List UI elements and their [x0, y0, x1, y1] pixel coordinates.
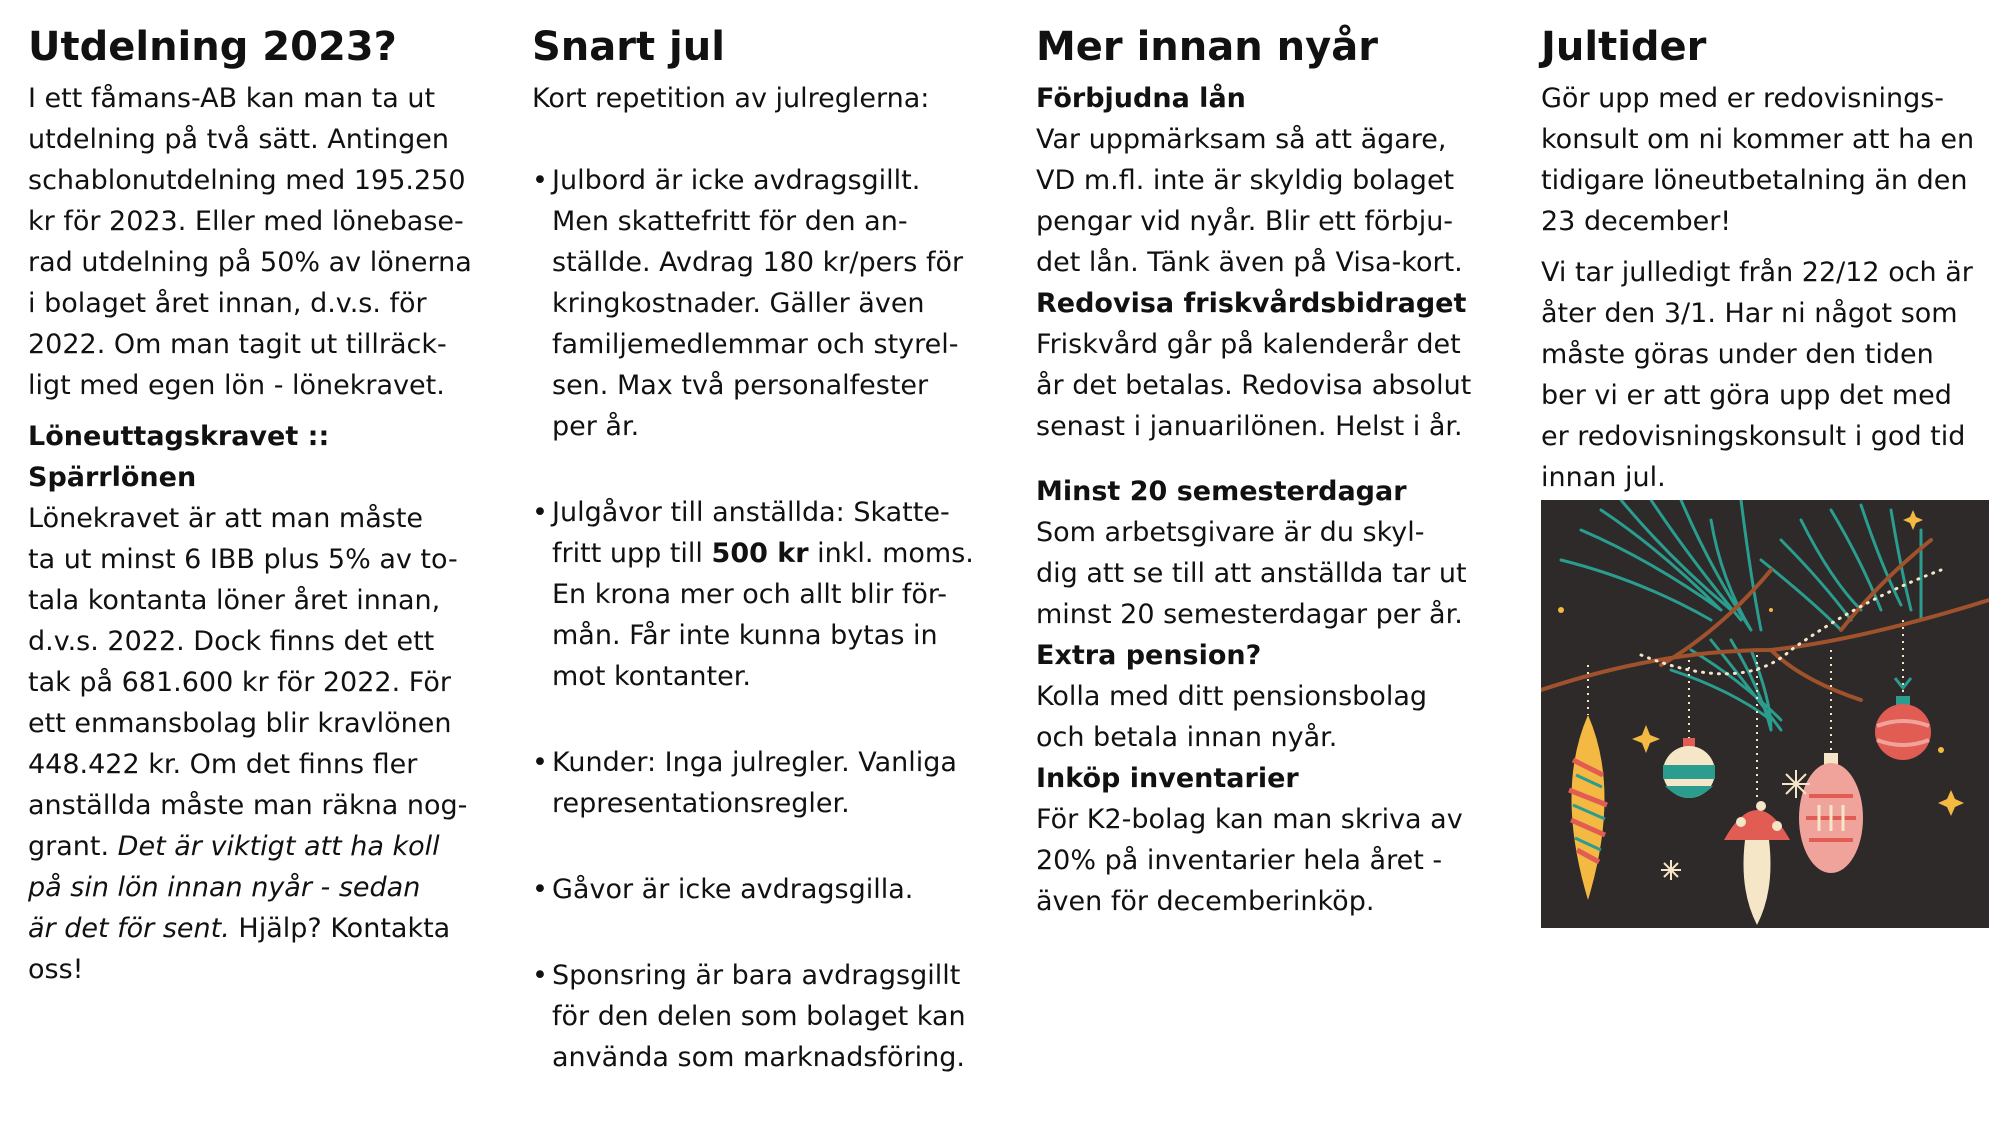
bullet-glyph: •: [532, 497, 548, 528]
list-item: [532, 955, 1002, 1078]
gift-limit-amount: 500 kr: [711, 538, 809, 569]
subheading-forbjudna-lan: Förbjudna lån: [1036, 83, 1246, 114]
bullet-glyph: •: [532, 165, 548, 196]
paragraph-julledigt: Vi tar julledigt från 22/12 och är åter den 3/1. Har ni något som måste göras under den tiden ber vi er att göra upp det med er redovisningskonsult i god tid innan jul.: [1541, 257, 1973, 493]
list-item-text: Gåvor är icke avdragsgilla.: [552, 874, 914, 905]
list-item: [532, 742, 1002, 824]
subheading-semesterdagar: Minst 20 semesterdagar: [1036, 476, 1407, 507]
subheading-inventarier: Inköp inventarier: [1036, 763, 1299, 794]
list-item: [532, 492, 1002, 697]
subheading-loneuttagskravet: Löneuttagskravet :: Spärrlönen: [28, 421, 330, 493]
list-item: [532, 869, 1002, 910]
lonekravet-italic-note: Det är viktigt att ha koll på sin lön innan nyår - sedan är det för sent.: [28, 831, 440, 944]
column-snart-jul: [532, 22, 1002, 1123]
bullet-glyph: •: [532, 960, 548, 991]
column-jultider: [1541, 22, 1991, 498]
bullet-glyph: •: [532, 747, 548, 778]
paragraph-inventarier: För K2-bolag kan man skriva av 20% på inventarier hela året - även för decemberinköp.: [1036, 804, 1463, 917]
subheading-extra-pension: Extra pension?: [1036, 640, 1262, 671]
column-title: Jultider: [1541, 24, 1707, 70]
column-title: Utdelning 2023?: [28, 24, 397, 70]
lonekravet-contact: Hjälp? Kontakta oss!: [28, 913, 451, 985]
column-utdelning: [28, 22, 498, 990]
list-item-text: inkl. moms. En krona mer och allt blir för- mån. Får inte kunna bytas in mot kontanter.: [552, 538, 974, 692]
christmas-ornaments-illustration: [1541, 500, 1989, 928]
list-item-text: Julgåvor till anställda: Skatte- fritt upp till: [552, 497, 950, 569]
subheading-friskvard: Redovisa friskvårdsbidraget: [1036, 288, 1467, 319]
paragraph-utdelning: I ett fåmans-AB kan man ta ut utdelning på två sätt. Antingen schablonutdelning med 195.250 kr för 2023. Eller med lönebase- rad utdelning på 50% av lönerna i bolaget året innan, d.v.s. för 2022. Om man tagit ut tillräck- ligt med egen lön - lönekravet.: [28, 83, 472, 401]
intro-text: Kort repetition av julreglerna:: [532, 83, 930, 114]
paragraph-friskvard: Friskvård går på kalenderår det år det betalas. Redovisa absolut senast i januarilönen. Helst i år.: [1036, 329, 1472, 442]
paragraph-loneutbetalning: Gör upp med er redovisnings- konsult om ni kommer att ha en tidigare löneutbetalning än den 23 december!: [1541, 83, 1975, 237]
list-item-text: Kunder: Inga julregler. Vanliga representationsregler.: [552, 747, 957, 819]
paragraph-extra-pension: Kolla med ditt pensionsbolag och betala innan nyår.: [1036, 681, 1428, 753]
list-item: [532, 160, 1002, 447]
column-title: Mer innan nyår: [1036, 24, 1378, 70]
bullet-glyph: •: [532, 874, 548, 905]
column-title: Snart jul: [532, 24, 725, 70]
paragraph-lonekravet: [28, 498, 498, 990]
list-item-text: Sponsring är bara avdragsgillt för den delen som bolaget kan använda som marknadsföring.: [552, 960, 966, 1073]
lonekravet-text: Lönekravet är att man måste ta ut minst 6 IBB plus 5% av to- tala kontanta löner året innan, d.v.s. 2022. Dock finns det ett tak på 681.600 kr för 2022. För ett enmansbolag blir kravlönen 448.422 kr. Om det finns fler anställda måste man räkna nog- grant.: [28, 503, 468, 862]
paragraph-forbjudna-lan: Var uppmärksam så att ägare, VD m.fl. inte är skyldig bolaget pengar vid nyår. Blir ett förbju- det lån. Tänk även på Visa-kort.: [1036, 124, 1463, 278]
column-mer-innan-nyar: [1036, 22, 1506, 922]
julregler-list: [532, 119, 1002, 1123]
paragraph-semesterdagar: Som arbetsgivare är du skyl- dig att se till att anställda tar ut minst 20 semesterdagar per år.: [1036, 517, 1467, 630]
list-item-text: Julbord är icke avdragsgillt. Men skattefritt för den an- ställde. Avdrag 180 kr/pers för kringkostnader. Gäller även familjemedlemmar och styrel- sen. Max två personalfester per år.: [552, 165, 964, 442]
